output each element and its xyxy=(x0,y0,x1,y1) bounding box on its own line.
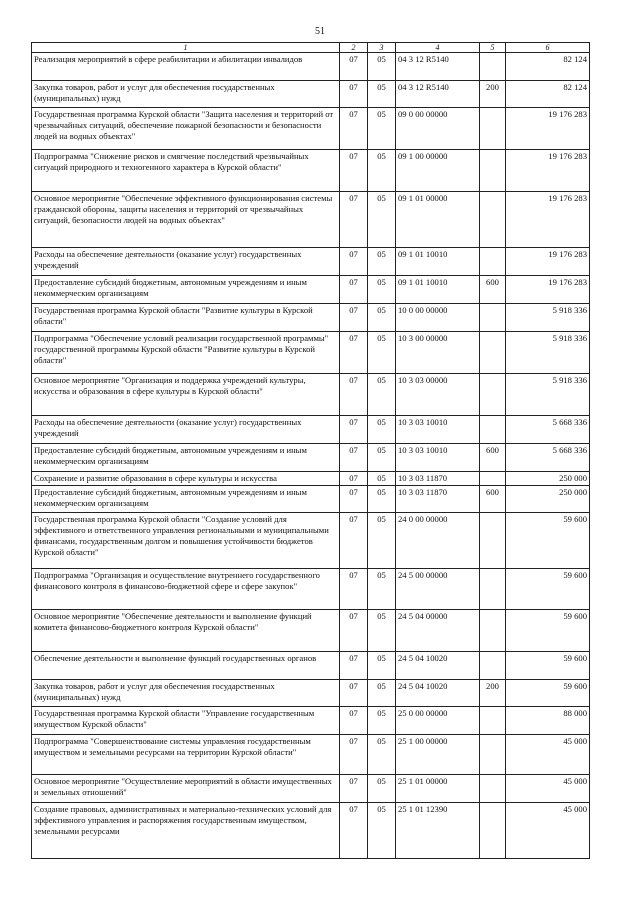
amount-cell: 82 124 xyxy=(506,53,590,81)
amount-cell: 59 600 xyxy=(506,569,590,610)
target-article-cell: 09 0 00 00000 xyxy=(396,108,480,150)
row-name-cell: Предоставление субсидий бюджетным, автономным учреждениям и иным некоммерческим организациям xyxy=(32,276,340,304)
table-row xyxy=(32,472,590,486)
expense-type-cell xyxy=(480,775,506,803)
section-code-cell: 07 xyxy=(340,108,368,150)
target-article-cell: 10 3 03 10010 xyxy=(396,444,480,472)
row-name-cell: Государственная программа Курской области "Защита населения и территорий от чрезвычайных ситуаций, обеспечение пожарной безопасности и безопасности людей на водных объектах" xyxy=(32,108,340,150)
subsection-code-cell: 05 xyxy=(368,513,396,569)
table-row xyxy=(32,513,590,569)
section-code-cell: 07 xyxy=(340,304,368,332)
expense-type-cell xyxy=(480,472,506,486)
section-code-cell: 07 xyxy=(340,775,368,803)
subsection-code-cell: 05 xyxy=(368,332,396,374)
target-article-cell: 09 1 00 00000 xyxy=(396,150,480,192)
amount-cell: 250 000 xyxy=(506,486,590,513)
section-code-cell: 07 xyxy=(340,680,368,707)
section-code-cell: 07 xyxy=(340,569,368,610)
expense-type-cell xyxy=(480,416,506,444)
subsection-code-cell: 05 xyxy=(368,803,396,859)
target-article-cell: 25 0 00 00000 xyxy=(396,707,480,735)
amount-cell: 59 600 xyxy=(506,652,590,680)
target-article-cell: 24 5 04 00000 xyxy=(396,610,480,652)
amount-cell: 59 600 xyxy=(506,513,590,569)
row-name-cell: Государственная программа Курской области "Создание условий для эффективного и ответственного управления региональными и муниципальными финансами, государственным долгом и повышения устойчивости бюджетов Курской области" xyxy=(32,513,340,569)
expense-type-cell xyxy=(480,304,506,332)
section-code-cell: 07 xyxy=(340,81,368,108)
expense-type-cell xyxy=(480,332,506,374)
row-name-cell: Государственная программа Курской области "Развитие культуры в Курской области" xyxy=(32,304,340,332)
section-code-cell: 07 xyxy=(340,53,368,81)
target-article-cell: 24 0 00 00000 xyxy=(396,513,480,569)
row-name-cell: Обеспечение деятельности и выполнение функций государственных органов xyxy=(32,652,340,680)
amount-cell: 88 000 xyxy=(506,707,590,735)
amount-cell: 45 000 xyxy=(506,775,590,803)
amount-cell: 19 176 283 xyxy=(506,108,590,150)
target-article-cell: 10 3 03 00000 xyxy=(396,374,480,416)
subsection-code-cell: 05 xyxy=(368,374,396,416)
table-row xyxy=(32,248,590,276)
section-code-cell: 07 xyxy=(340,707,368,735)
amount-cell: 59 600 xyxy=(506,610,590,652)
expense-type-cell xyxy=(480,707,506,735)
amount-cell: 5 918 336 xyxy=(506,332,590,374)
target-article-cell: 24 5 04 10020 xyxy=(396,680,480,707)
section-code-cell: 07 xyxy=(340,652,368,680)
subsection-code-cell: 05 xyxy=(368,150,396,192)
subsection-code-cell: 05 xyxy=(368,610,396,652)
table-row xyxy=(32,569,590,610)
subsection-code-cell: 05 xyxy=(368,81,396,108)
amount-cell: 45 000 xyxy=(506,735,590,775)
row-name-cell: Подпрограмма "Совершенствование системы управления государственным имуществом и земельными ресурсами на территории Курской области" xyxy=(32,735,340,775)
subsection-code-cell: 05 xyxy=(368,472,396,486)
table-row xyxy=(32,332,590,374)
section-code-cell: 07 xyxy=(340,610,368,652)
expense-type-cell: 600 xyxy=(480,444,506,472)
table-row xyxy=(32,735,590,775)
column-number: 1 xyxy=(32,43,340,53)
amount-cell: 5 668 336 xyxy=(506,416,590,444)
expense-type-cell xyxy=(480,192,506,248)
expense-type-cell xyxy=(480,108,506,150)
section-code-cell: 07 xyxy=(340,416,368,444)
table-row xyxy=(32,610,590,652)
table-row xyxy=(32,652,590,680)
table-row xyxy=(32,416,590,444)
target-article-cell: 09 1 01 00000 xyxy=(396,192,480,248)
table-row xyxy=(32,108,590,150)
section-code-cell: 07 xyxy=(340,513,368,569)
row-name-cell: Основное мероприятие "Обеспечение деятельности и выполнение функций комитета финансово-бюджетного контроля Курской области" xyxy=(32,610,340,652)
table-row xyxy=(32,486,590,513)
amount-cell: 250 000 xyxy=(506,472,590,486)
expense-type-cell xyxy=(480,803,506,859)
target-article-cell: 10 3 03 10010 xyxy=(396,416,480,444)
row-name-cell: Основное мероприятие "Организация и поддержка учреждений культуры, искусства и образования в сфере культуры в Курской области" xyxy=(32,374,340,416)
subsection-code-cell: 05 xyxy=(368,444,396,472)
target-article-cell: 09 1 01 10010 xyxy=(396,276,480,304)
section-code-cell: 07 xyxy=(340,332,368,374)
row-name-cell: Сохранение и развитие образования в сфере культуры и искусства xyxy=(32,472,340,486)
table-row xyxy=(32,803,590,859)
target-article-cell: 10 3 00 00000 xyxy=(396,332,480,374)
target-article-cell: 25 1 01 00000 xyxy=(396,775,480,803)
section-code-cell: 07 xyxy=(340,192,368,248)
expense-type-cell xyxy=(480,248,506,276)
amount-cell: 19 176 283 xyxy=(506,276,590,304)
target-article-cell: 10 3 03 11870 xyxy=(396,472,480,486)
subsection-code-cell: 05 xyxy=(368,304,396,332)
expense-type-cell: 600 xyxy=(480,486,506,513)
row-name-cell: Предоставление субсидий бюджетным, автономным учреждениям и иным некоммерческим организациям xyxy=(32,444,340,472)
target-article-cell: 24 5 00 00000 xyxy=(396,569,480,610)
expense-type-cell xyxy=(480,513,506,569)
table-row xyxy=(32,304,590,332)
amount-cell: 45 000 xyxy=(506,803,590,859)
section-code-cell: 07 xyxy=(340,735,368,775)
table-row xyxy=(32,374,590,416)
target-article-cell: 04 3 12 R5140 xyxy=(396,53,480,81)
table-row xyxy=(32,192,590,248)
row-name-cell: Подпрограмма "Организация и осуществление внутреннего государственного финансового контроля в финансово-бюджетной сфере и сфере закупок" xyxy=(32,569,340,610)
expense-type-cell xyxy=(480,569,506,610)
subsection-code-cell: 05 xyxy=(368,248,396,276)
subsection-code-cell: 05 xyxy=(368,652,396,680)
expense-type-cell xyxy=(480,652,506,680)
target-article-cell: 24 5 04 10020 xyxy=(396,652,480,680)
table-row xyxy=(32,707,590,735)
amount-cell: 19 176 283 xyxy=(506,150,590,192)
subsection-code-cell: 05 xyxy=(368,707,396,735)
subsection-code-cell: 05 xyxy=(368,53,396,81)
page-number: 51 xyxy=(315,26,325,37)
row-name-cell: Подпрограмма "Обеспечение условий реализации государственной программы" государственной программы Курской области "Развитие культуры в Курской области" xyxy=(32,332,340,374)
subsection-code-cell: 05 xyxy=(368,108,396,150)
section-code-cell: 07 xyxy=(340,248,368,276)
column-number: 4 xyxy=(396,43,480,53)
expense-type-cell xyxy=(480,53,506,81)
row-name-cell: Предоставление субсидий бюджетным, автономным учреждениям и иным некоммерческим организациям xyxy=(32,486,340,513)
table-row xyxy=(32,444,590,472)
row-name-cell: Подпрограмма "Снижение рисков и смягчение последствий чрезвычайных ситуаций природного и техногенного характера в Курской области" xyxy=(32,150,340,192)
row-name-cell: Реализация мероприятий в сфере реабилитации и абилитации инвалидов xyxy=(32,53,340,81)
row-name-cell: Основное мероприятие "Обеспечение эффективного функционирования системы гражданской обороны, защиты населения и территорий от чрезвычайных ситуаций, безопасности людей на водных объектах" xyxy=(32,192,340,248)
section-code-cell: 07 xyxy=(340,276,368,304)
amount-cell: 5 918 336 xyxy=(506,374,590,416)
amount-cell: 5 918 336 xyxy=(506,304,590,332)
section-code-cell: 07 xyxy=(340,444,368,472)
expense-type-cell xyxy=(480,150,506,192)
budget-table xyxy=(31,42,590,859)
target-article-cell: 25 1 01 12390 xyxy=(396,803,480,859)
target-article-cell: 04 3 12 R5140 xyxy=(396,81,480,108)
table-row xyxy=(32,81,590,108)
column-number: 2 xyxy=(340,43,368,53)
column-number: 6 xyxy=(506,43,590,53)
row-name-cell: Создание правовых, административных и материально-технических условий для эффективного управления и распоряжения государственным имуществом, земельными ресурсами xyxy=(32,803,340,859)
expense-type-cell xyxy=(480,735,506,775)
subsection-code-cell: 05 xyxy=(368,775,396,803)
subsection-code-cell: 05 xyxy=(368,569,396,610)
table-row xyxy=(32,53,590,81)
column-number: 5 xyxy=(480,43,506,53)
table-row xyxy=(32,150,590,192)
expense-type-cell: 200 xyxy=(480,81,506,108)
expense-type-cell xyxy=(480,610,506,652)
target-article-cell: 10 3 03 11870 xyxy=(396,486,480,513)
subsection-code-cell: 05 xyxy=(368,276,396,304)
row-name-cell: Закупка товаров, работ и услуг для обеспечения государственных (муниципальных) нужд xyxy=(32,81,340,108)
target-article-cell: 10 0 00 00000 xyxy=(396,304,480,332)
amount-cell: 5 668 336 xyxy=(506,444,590,472)
table-row xyxy=(32,775,590,803)
subsection-code-cell: 05 xyxy=(368,680,396,707)
row-name-cell: Государственная программа Курской области "Управление государственным имуществом Курской области" xyxy=(32,707,340,735)
subsection-code-cell: 05 xyxy=(368,735,396,775)
row-name-cell: Расходы на обеспечение деятельности (оказание услуг) государственных учреждений xyxy=(32,416,340,444)
amount-cell: 19 176 283 xyxy=(506,248,590,276)
subsection-code-cell: 05 xyxy=(368,416,396,444)
expense-type-cell: 200 xyxy=(480,680,506,707)
section-code-cell: 07 xyxy=(340,486,368,513)
table-body xyxy=(32,53,590,859)
target-article-cell: 25 1 00 00000 xyxy=(396,735,480,775)
table-row xyxy=(32,680,590,707)
section-code-cell: 07 xyxy=(340,150,368,192)
expense-type-cell xyxy=(480,374,506,416)
column-number: 3 xyxy=(368,43,396,53)
row-name-cell: Закупка товаров, работ и услуг для обеспечения государственных (муниципальных) нужд xyxy=(32,680,340,707)
subsection-code-cell: 05 xyxy=(368,192,396,248)
section-code-cell: 07 xyxy=(340,374,368,416)
amount-cell: 82 124 xyxy=(506,81,590,108)
column-number-row xyxy=(32,43,590,53)
table-row xyxy=(32,276,590,304)
amount-cell: 59 600 xyxy=(506,680,590,707)
amount-cell: 19 176 283 xyxy=(506,192,590,248)
target-article-cell: 09 1 01 10010 xyxy=(396,248,480,276)
expense-type-cell: 600 xyxy=(480,276,506,304)
subsection-code-cell: 05 xyxy=(368,486,396,513)
row-name-cell: Расходы на обеспечение деятельности (оказание услуг) государственных учреждений xyxy=(32,248,340,276)
row-name-cell: Основное мероприятие "Осуществление мероприятий в области имущественных и земельных отношений" xyxy=(32,775,340,803)
section-code-cell: 07 xyxy=(340,472,368,486)
section-code-cell: 07 xyxy=(340,803,368,859)
